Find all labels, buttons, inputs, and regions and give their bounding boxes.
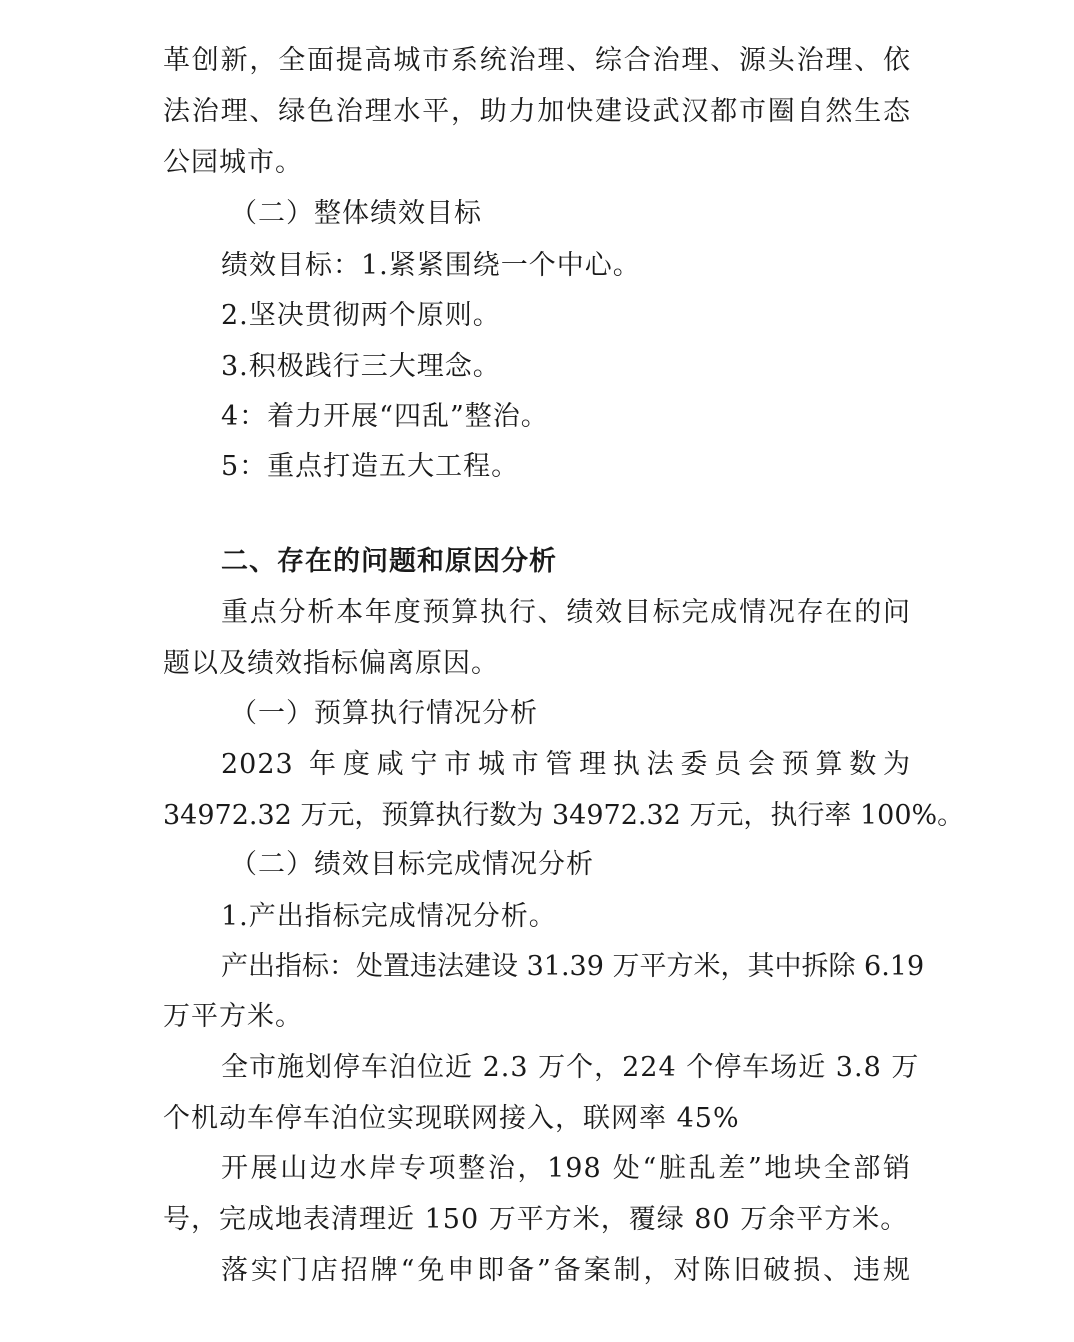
list-item: 5：重点打造五大工程。 — [221, 451, 520, 482]
paragraph-line: 号，完成地表清理近 150 万平方米，覆绿 80 万余平方米。 — [163, 1204, 909, 1235]
section-subheading: （一）预算执行情况分析 — [230, 698, 538, 729]
paragraph-line: 个机动车停车泊位实现联网接入，联网率 45% — [163, 1103, 740, 1134]
paragraph-line: 1.产出指标完成情况分析。 — [221, 901, 557, 932]
paragraph-line: 公园城市。 — [163, 147, 303, 178]
paragraph-line: 2023 年度咸宁市城市管理执法委员会预算数为 — [221, 749, 911, 780]
paragraph-line: 34972.32 万元，预算执行数为 34972.32 万元，执行率 100%。 — [163, 800, 965, 831]
paragraph-line: 重点分析本年度预算执行、绩效目标完成情况存在的问 — [221, 597, 911, 628]
section-subheading: （二）整体绩效目标 — [230, 198, 482, 229]
paragraph-line: 万平方米。 — [163, 1001, 303, 1032]
list-item: 4：着力开展“四乱”整治。 — [221, 401, 549, 432]
list-item: 2.坚决贯彻两个原则。 — [221, 300, 501, 331]
section-subheading: （二）绩效目标完成情况分析 — [230, 849, 594, 880]
paragraph-line: 革创新，全面提高城市系统治理、综合治理、源头治理、依 — [163, 45, 911, 76]
paragraph-line: 题以及绩效指标偏离原因。 — [163, 648, 499, 679]
paragraph-line: 法治理、绿色治理水平，助力加快建设武汉都市圈自然生态 — [163, 96, 911, 127]
section-heading: 二、存在的问题和原因分析 — [221, 546, 557, 577]
paragraph-line: 全市施划停车泊位近 2.3 万个，224 个停车场近 3.8 万 — [221, 1052, 920, 1083]
paragraph-line: 开展山边水岸专项整治，198 处“脏乱差”地块全部销 — [221, 1153, 911, 1184]
paragraph-line: 产出指标：处置违法建设 31.39 万平方米，其中拆除 6.19 — [221, 951, 925, 982]
list-item: 3.积极践行三大理念。 — [221, 351, 501, 382]
paragraph-line: 落实门店招牌“免申即备”备案制，对陈旧破损、违规 — [221, 1255, 911, 1286]
paragraph-line: 绩效目标：1.紧紧围绕一个中心。 — [221, 250, 641, 281]
